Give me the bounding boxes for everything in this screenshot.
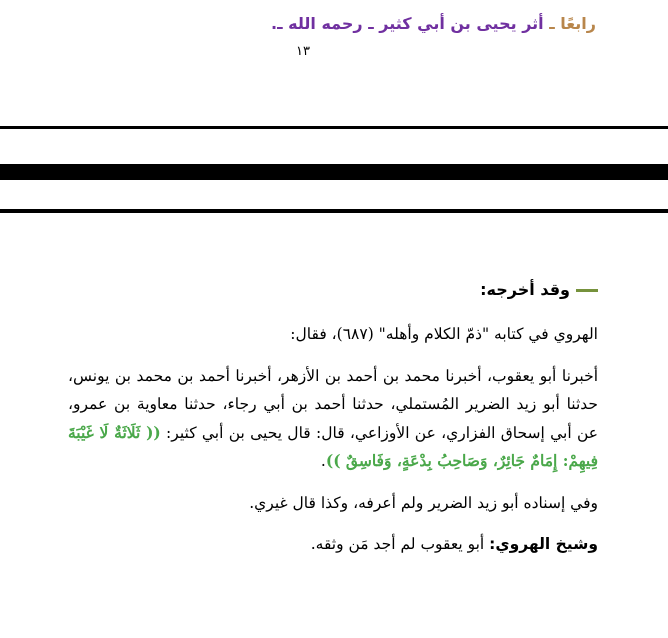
sheikh-label: وشيخ الهروي: bbox=[489, 535, 598, 553]
divider-thin-top bbox=[0, 126, 668, 129]
source-line: الهروي في كتابه "ذمّ الكلام وأهله" (٦٨٧)، فقال: bbox=[290, 325, 598, 343]
page-number: ١٣ bbox=[296, 44, 310, 59]
header-prefix: رابعًا ـ bbox=[543, 14, 596, 33]
hadith-text: (( ثَلَاثَةٌ لَا غَيْبَةَ فِيهِمْ: إِمَامٌ جَائِرٌ، وَصَاحِبُ بِدْعَةٍ، وَفَاسِقٌ )) bbox=[68, 422, 598, 470]
sheikh-paragraph bbox=[68, 530, 598, 559]
section-heading-text: وقد أخرجه: bbox=[480, 280, 570, 299]
main-content bbox=[68, 276, 598, 572]
note-paragraph: وفي إسناده أبو زيد الضرير ولم أعرفه، وكذا قال غيري. bbox=[249, 493, 598, 512]
heading-dash-icon bbox=[576, 289, 598, 292]
divider-thick bbox=[0, 164, 668, 180]
sheikh-text: أبو يعقوب لم أجد مَن وثقه. bbox=[310, 535, 490, 553]
header-title: أثر يحيى بن أبي كثير ـ رحمه الله ـ. bbox=[271, 14, 544, 33]
divider-thin-bottom bbox=[0, 209, 668, 213]
isnad-paragraph bbox=[68, 362, 598, 476]
running-header bbox=[271, 14, 596, 33]
isnad-end: . bbox=[320, 452, 326, 470]
section-heading bbox=[68, 276, 598, 304]
isnad-text: أخبرنا أبو يعقوب، أخبرنا محمد بن أحمد بن الأزهر، أخبرنا أحمد بن محمد بن يونس، حدثنا أبو زيد الضرير المُستملي، حدثنا أحمد بن أبي رجاء، حدثنا معاوية بن عمرو، عن أبي إسحاق الفزاري، عن الأوزاعي، قال: قال يحيى بن أبي كثير: bbox=[68, 366, 598, 442]
